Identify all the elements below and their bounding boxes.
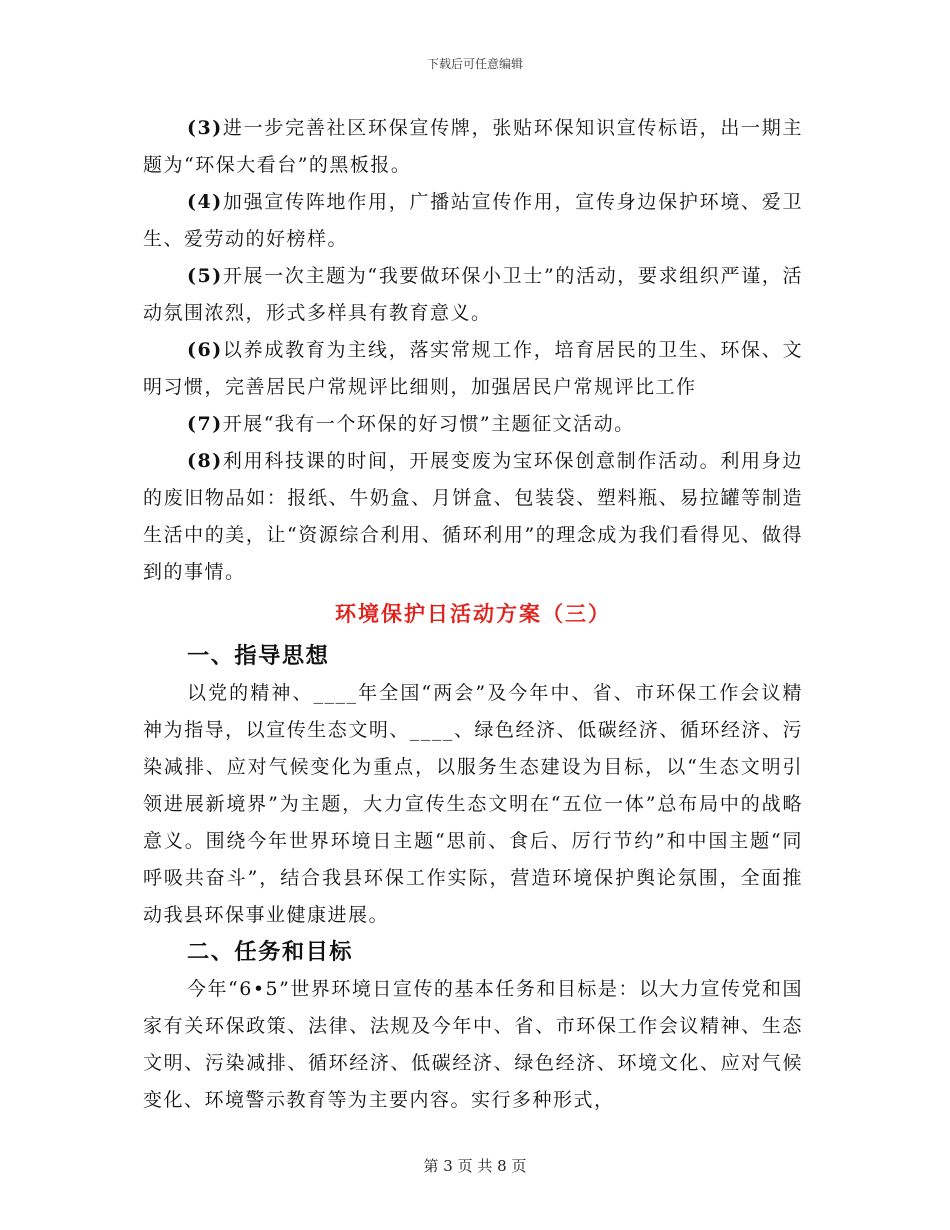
item-number: (6) [187,339,223,361]
item-text: 进一步完善社区环保宣传牌，张贴环保知识宣传标语，出一期主题为“环保大看台”的黑板报。 [143,117,803,176]
item-number: (4) [187,191,223,213]
list-item [143,406,803,443]
list-item [143,443,803,591]
list-item [143,332,803,406]
page-header-note: 下载后可任意编辑 [426,57,523,71]
item-text: 利用科技课的时间，开展变废为宝环保创意制作活动。利用身边的废旧物品如：报纸、牛奶盒、月饼盒、包装袋、塑料瓶、易拉罐等制造生活中的美，让“资源综合利用、循环利用”的理念成为我们看得见、做得到的事情。 [143,450,803,583]
item-number: (5) [187,265,223,287]
document-body [143,110,803,1119]
item-text: 以养成教育为主线，落实常规工作，培育居民的卫生、环保、文明习惯，完善居民户常规评比细则，加强居民户常规评比工作 [143,339,803,398]
item-text: 开展“我有一个环保的好习惯”主题征文活动。 [222,413,635,435]
list-item [143,258,803,332]
section-body-guiding-ideology: 以党的精神、____年全国“两会”及今年中、省、市环保工作会议精神为指导，以宣传生态文明、____、绿色经济、低碳经济、循环经济、污染减排、应对气候变化为重点，以服务生态建设为目标，以“生态文明引领进展新境界”为主题，大力宣传生态文明在“五位一体”总布局中的战略意义。围绕今年世界环境日主题“思前、食后、厉行节约”和中国主题“同呼吸共奋斗”，结合我县环保工作实际，营造环境保护舆论氛围，全面推动我县环保事业健康进展。 [143,682,803,926]
section-body-tasks-goals: 今年“6•5”世界环境日宣传的基本任务和目标是：以大力宣传党和国家有关环保政策、法律、法规及今年中、省、市环保工作会议精神、生态文明、污染减排、循环经济、低碳经济、绿色经济、环境文化、应对气候变化、环境警示教育等为主要内容。实行多种形式， [143,978,803,1111]
item-number: (3) [187,117,223,139]
page-footer: 第 3 页 共 8 页 [423,1157,527,1175]
item-number: (8) [187,450,223,472]
item-number: (7) [187,413,223,435]
section-heading-tasks-goals: 二、任务和目标 [187,939,354,965]
list-item [143,184,803,258]
section-heading-guiding-ideology: 一、指导思想 [187,643,330,669]
item-text: 加强宣传阵地作用，广播站宣传作用，宣传身边保护环境、爱卫生、爱劳动的好榜样。 [143,191,803,250]
document-title: 环境保护日活动方案（三） [335,601,611,626]
item-text: 开展一次主题为“我要做环保小卫士”的活动，要求组织严谨，活动氛围浓烈，形式多样具有教育意义。 [143,265,803,324]
list-item [143,110,803,184]
